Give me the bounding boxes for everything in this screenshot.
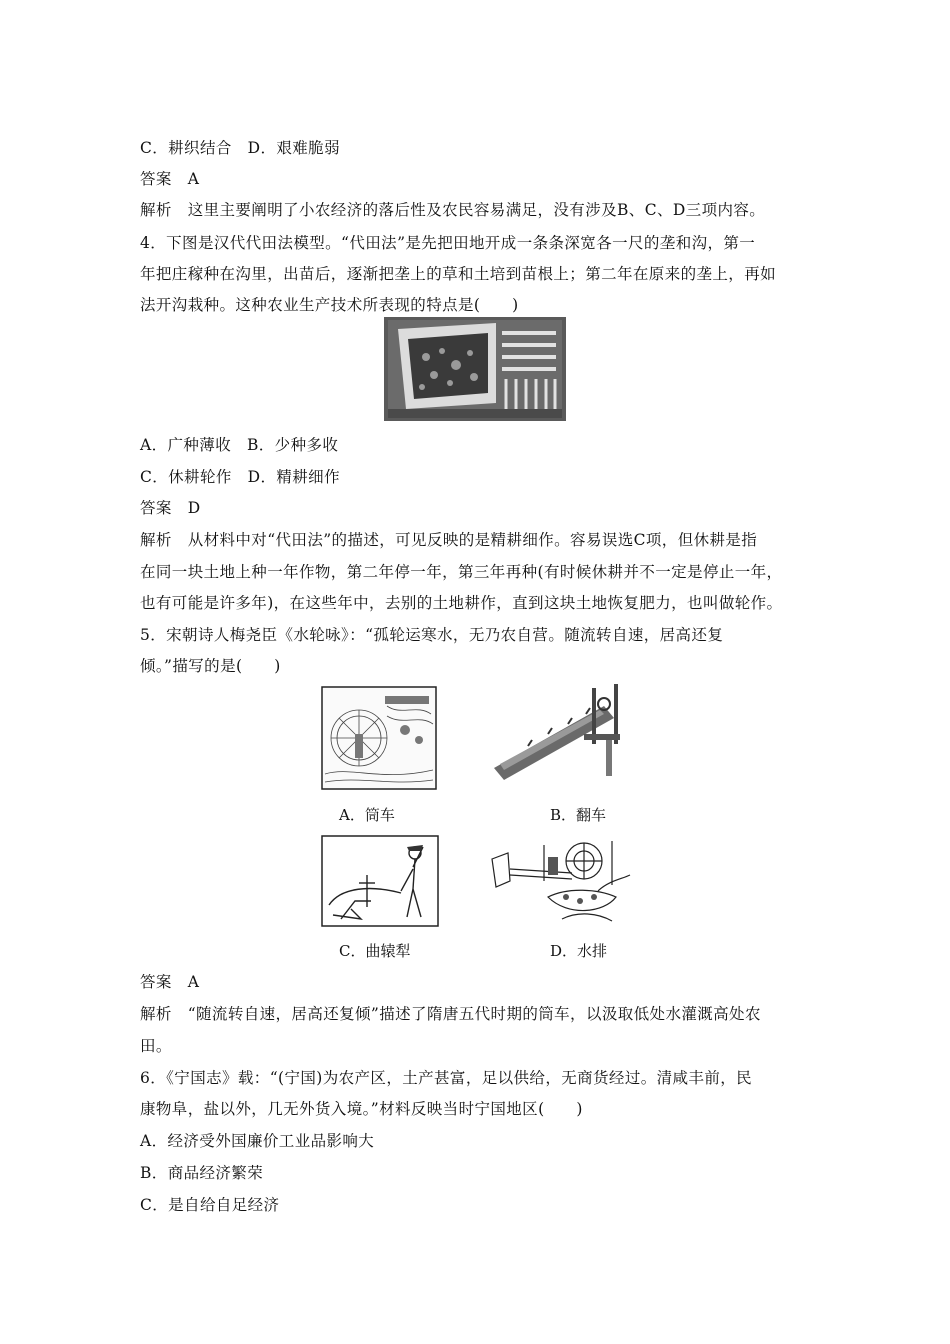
q4-stem-line2: 年把庄稼种在沟里，出苗后，逐渐把垄上的草和土培到苗根上；第二年在原来的垄上，再如 <box>140 265 777 283</box>
q4-options-ab: A．广种薄收 B．少种多收 <box>140 436 339 454</box>
q6-option-c: C．是自给自足经济 <box>140 1196 280 1214</box>
q5-answer: 答案 A <box>140 973 200 991</box>
q6-option-b: B．商品经济繁荣 <box>140 1164 264 1182</box>
q4-options-cd: C．休耕轮作 D．精耕细作 <box>140 468 340 486</box>
q6-stem-line2: 康物阜，盐以外，几无外货入境。”材料反映当时宁国地区( ) <box>140 1100 583 1118</box>
q6-stem-line1: 6．《宁国志》载：“(宁国)为农产区，土产甚富，足以供给，无商货经过。清咸丰前，民 <box>140 1069 753 1087</box>
q4-analysis-line3: 也有可能是许多年)，在这些年中，去别的土地耕作，直到这块土地恢复肥力，也叫做轮作。 <box>140 594 783 612</box>
option-c-caption: C．曲辕犁 <box>339 942 411 960</box>
q4-stem-line3: 法开沟栽种。这种农业生产技术所表现的特点是( ) <box>140 296 519 314</box>
q5-stem-line1: 5．宋朝诗人梅尧臣《水轮咏》：“孤轮运寒水，无乃农自营。随流转自速，居高还复 <box>140 626 724 644</box>
option-d-caption: D．水排 <box>550 942 608 960</box>
tongche-image <box>321 686 437 790</box>
option-b-caption: B．翻车 <box>550 806 607 824</box>
daitian-model-image <box>384 317 566 421</box>
q4-analysis-line2: 在同一块土地上种一年作物，第二年停一年，第三年再种(有时候休耕并不一定是停止一年， <box>140 563 783 581</box>
quyuanli-image <box>321 835 439 927</box>
q6-option-a: A．经济受外国廉价工业品影响大 <box>140 1132 375 1150</box>
q3-analysis: 解析 这里主要阐明了小农经济的落后性及农民容易满足，没有涉及B、C、D三项内容。 <box>140 201 766 219</box>
q5-stem-line2: 倾。”描写的是( ) <box>140 657 281 675</box>
fanche-image <box>488 684 624 780</box>
q3-options-cd: C．耕织结合 D．艰难脆弱 <box>140 139 340 157</box>
q5-analysis-line1: 解析 “随流转自速，居高还复倾”描述了隋唐五代时期的筒车，以汲取低处水灌溉高处农 <box>140 1005 761 1023</box>
q4-stem-line1: 4．下图是汉代代田法模型。“代田法”是先把田地开成一条条深宽各一尺的垄和沟，第一 <box>140 234 756 252</box>
q3-answer: 答案 A <box>140 170 200 188</box>
shuipai-image <box>488 835 634 927</box>
q4-answer: 答案 D <box>140 499 201 517</box>
option-a-caption: A．筒车 <box>339 806 395 824</box>
q4-analysis-line1: 解析 从材料中对“代田法”的描述，可见反映的是精耕细作。容易误选C项，但休耕是指 <box>140 531 758 549</box>
q5-analysis-line2: 田。 <box>140 1037 172 1055</box>
